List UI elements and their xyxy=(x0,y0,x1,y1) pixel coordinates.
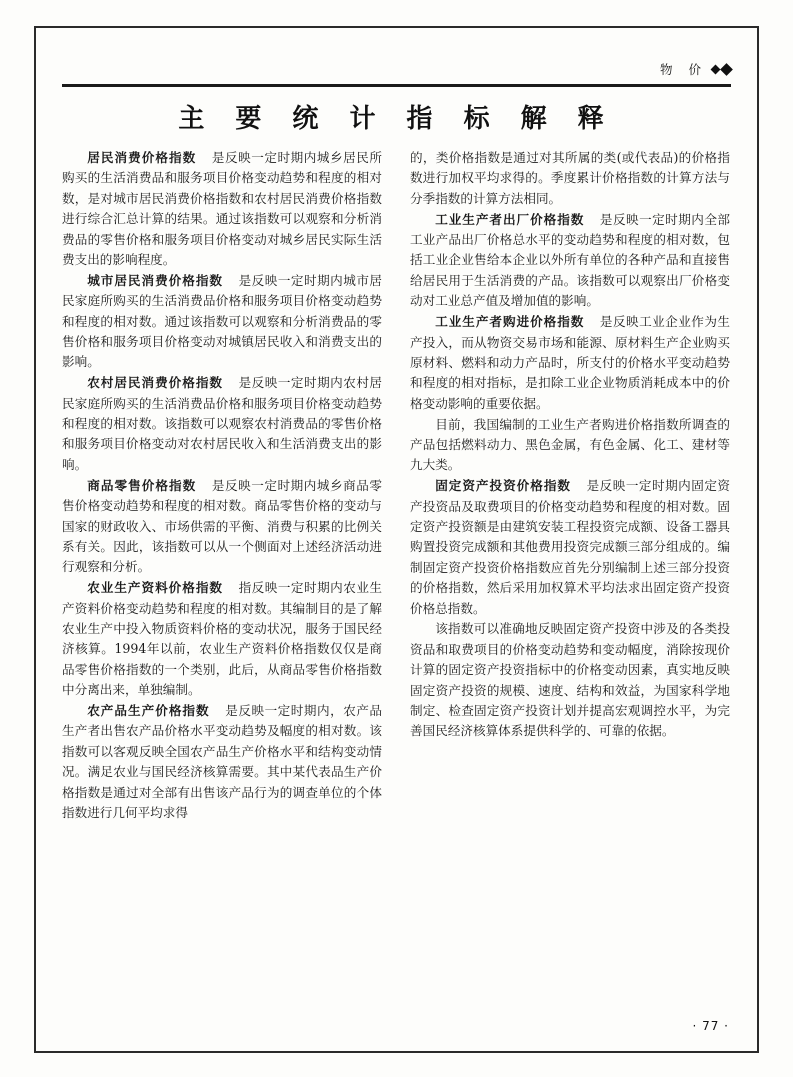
term-label: 工业生产者购进价格指数 xyxy=(435,314,585,330)
running-head-label: 物 价 xyxy=(660,62,707,77)
header-rule xyxy=(62,84,731,87)
paragraph-text: 是反映一定时期内，农产品生产者出售农产品价格水平变动趋势及幅度的相对数。该指数可以客观反映全国农产品生产价格水平和结构变动情况。满足农业与国民经济核算需要。其中某代表品生产价格指数是通过对全部有出售该产品行为的调查单位的个体指数进行几何平均求得 xyxy=(62,703,383,820)
term-label: 居民消费价格指数 xyxy=(87,150,197,165)
paragraph-text: 是反映一定时期内城乡商品零售价格变动趋势和程度的相对数。商品零售价格的变动与国家的财政收入、市场供需的平衡、消费与积累的比例关系有关。因此，该指数可以从一个侧面对上述经济活动进行观察和分析。 xyxy=(62,477,383,575)
paragraph-text: 是反映一定时期内全部工业产品出厂价格总水平的变动趋势和程度的相对数，包括工业企业售给本企业以外所有单位的各种产品和直接售给居民用于生活消费的产品。该指数可以观察出厂价格变动对工业总产值及增加值的影响。 xyxy=(410,211,731,309)
paragraph xyxy=(410,210,730,312)
paragraph xyxy=(410,619,730,741)
paragraph-text: 指反映一定时期内农业生产资料价格变动趋势和程度的相对数。其编制目的是了解农业生产中投入物质资料价格的变动状况，服务于国民经济核算。1994年以前，农业生产资料价格指数仅仅是商品零售价格指数的一个类别，此后，从商品零售价格指数中分离出来，单独编制。 xyxy=(62,580,383,698)
term-label: 农产品生产价格指数 xyxy=(87,703,210,719)
term-label: 固定资产投资价格指数 xyxy=(435,478,571,494)
paragraph-text: 是反映一定时期内城乡居民所购买的生活消费品和服务项目价格变动趋势和程度的相对数，是对城市居民消费价格指数和农村居民消费价格指数进行综合汇总计算的结果。通过该指数可以观察和分析消费品的零售价格和服务项目价格变动对城乡居民实际生活费支出的影响程度。 xyxy=(62,150,383,267)
paragraph-text: 是反映工业企业作为生产投入，而从物资交易市场和能源、原材料生产企业购买原材料、燃料和动力产品时，所支付的价格水平变动趋势和程度的相对指标，是扣除工业企业物质消耗成本中的价格变动影响的重要依据。 xyxy=(410,314,731,411)
paragraph xyxy=(410,148,730,209)
running-head xyxy=(660,60,731,78)
paragraph xyxy=(62,373,382,475)
paragraph xyxy=(410,312,730,414)
article-body xyxy=(62,148,731,824)
term-label: 城市居民消费价格指数 xyxy=(87,272,223,288)
term-label: 工业生产者出厂价格指数 xyxy=(435,211,585,227)
page-title: 主 要 统 计 指 标 解 释 xyxy=(178,104,615,134)
term-label: 商品零售价格指数 xyxy=(87,477,197,493)
paragraph xyxy=(62,701,382,823)
page-number: · 77 · xyxy=(692,1019,729,1033)
paragraph-text: 目前，我国编制的工业生产者购进价格指数所调查的产品包括燃料动力、黑色金属，有色金属、化工、建材等九大类。 xyxy=(410,416,730,473)
term-label: 农业生产资料价格指数 xyxy=(87,580,223,596)
paragraph xyxy=(62,148,382,270)
paragraph-text: 是反映一定时期内固定资产投资品及取费项目的价格变动趋势和程度的相对数。固定资产投资额是由建筑安装工程投资完成额、设备工器具购置投资完成额和其他费用投资完成额三部分组成的。编制固定资产投资价格指数应首先分别编制上述三部分投资的价格指数，然后采用加权算术平均法求出固定资产投资价格总指数。 xyxy=(410,478,731,616)
paragraph-text: 该指数可以准确地反映固定资产投资中涉及的各类投资品和取费项目的价格变动趋势和变动幅度，消除按现价计算的固定资产投资指标中的价格变动因素，真实地反映固定资产投资的规模、速度、结构和效益，为国家科学地制定、检查固定资产投资计划并提高宏观调控水平，为完善国民经济核算体系提供科学的、可靠的依据。 xyxy=(410,621,730,739)
column-right xyxy=(410,148,730,824)
term-label: 农村居民消费价格指数 xyxy=(87,375,223,391)
paragraph-text: 是反映一定时期内农村居民家庭所购买的生活消费品价格和服务项目价格变动趋势和程度的相对数。该指数可以观察农村消费品的零售价格和服务项目价格变动对农村居民收入和生活消费支出的影响。 xyxy=(62,375,383,472)
column-left xyxy=(62,148,382,824)
paragraph xyxy=(62,476,382,578)
diamond-ornament-icon xyxy=(712,65,731,74)
paragraph-text: 是反映一定时期内城市居民家庭所购买的生活消费品价格和服务项目价格变动趋势和程度的相对数。通过该指数可以观察和分析消费品的零售价格和服务项目价格变动对城镇居民收入和消费支出的影响。 xyxy=(62,272,383,370)
paragraph xyxy=(410,415,730,476)
paragraph xyxy=(62,271,382,373)
paragraph xyxy=(410,476,730,619)
paragraph-text: 的，类价格指数是通过对其所属的类(或代表品)的价格指数进行加权平均求得的。季度累计价格指数的计算方法与分季指数的计算方法相同。 xyxy=(410,150,730,206)
paragraph xyxy=(62,578,382,700)
